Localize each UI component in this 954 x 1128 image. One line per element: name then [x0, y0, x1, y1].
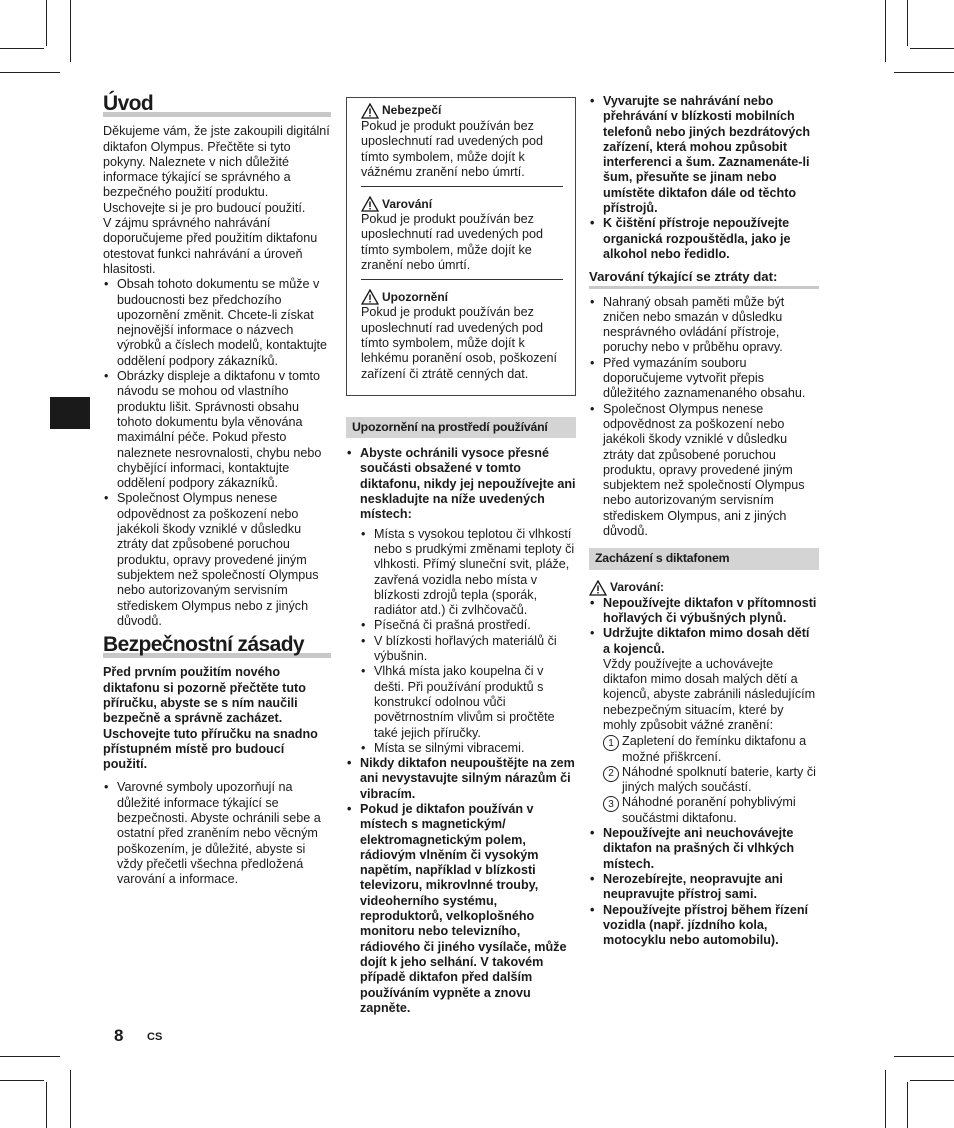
list-item: • Nikdy diktafon neupouštějte na zem ani nevystavujte silným nárazům či vibracím.: [346, 756, 576, 802]
section-side-tab: [50, 397, 90, 429]
list-item-detail: Vždy používejte a uchovávejte diktafon mimo dosah malých dětí a kojenců, abyste zabránili následujícím nebezpečným situacím, které by mohly způsobit vážné zranění:: [603, 656, 816, 732]
warning-triangle-icon: [361, 103, 379, 119]
crop-mark: [70, 0, 71, 62]
warning-symbols-box: [346, 97, 576, 396]
list-item: • Obsah tohoto dokumentu se může v budoucnosti bez předchozího upozornění změnit. Chcete-li získat nejnovější informace o názvech výrobků a číslech modelů, kontaktujte oddělení podpory zákazníků.: [103, 277, 331, 369]
list-item: • K čištění přístroje nepoužívejte organická rozpouštědla, jako je alkohol nebo ředidlo.: [589, 216, 819, 262]
intro-paragraph: Děkujeme vám, že jste zakoupili digitální diktafon Olympus. Přečtěte si tyto pokyny. Naleznete v nich důležité informace týkající se správného a bezpečného použití produktu. Uschovejte si je pro budoucí použití.: [103, 124, 330, 215]
crop-mark: [70, 1070, 71, 1128]
list-item: • Nepoužívejte diktafon v přítomnosti hořlavých či výbušných plynů.: [589, 596, 819, 627]
crop-mark: [0, 1080, 44, 1081]
list-item: • Varovné symboly upozorňují na důležité informace týkající se bezpečnosti. Abyste ochránili sebe a ostatní před zraněním nebo věcným poškozením, je důležité, abyste si vždy přečetli všechna předložená varování a informace.: [103, 780, 331, 887]
warning-notice: [361, 279, 563, 387]
handling-warning: [589, 580, 819, 596]
numbered-list: [603, 734, 819, 826]
list-item: • Společnost Olympus nenese odpovědnost za poškození nebo jakékoli škody vzniklé v důsledku ztráty dat způsobené poruchou produktu, opravy provedené jiným subjektem než společností Olympus nebo autorizovaným servisním střediskem Olympus nebo z jiných důvodů.: [103, 491, 331, 629]
env-bullet-list: [346, 446, 576, 1016]
crop-mark: [885, 1070, 886, 1128]
crop-mark: [46, 0, 47, 46]
list-item: • Nerozebírejte, neopravujte ani neupravujte přístroj sami.: [589, 872, 819, 903]
list-item-text: Udržujte diktafon mimo dosah dětí a kojenců.: [603, 626, 810, 656]
page-number: 8: [114, 1026, 124, 1045]
circled-number: 2: [603, 766, 619, 782]
list-item: • Pokud je diktafon používán v místech s magnetickým/ elektromagnetickým polem, rádiovým vlněním či vysokým napětím, například v blízkosti televizoru, mikrovlnné trouby, videoherního systému, reproduktorů, velkoplošného monitoru nebo televizního, rádiového či jiného vysílače, může dojít k jeho selhání. V takovém případě diktafon před dalším používáním vypněte a znovu zapněte.: [346, 802, 576, 1016]
crop-mark: [894, 1056, 954, 1057]
list-item: [603, 734, 819, 765]
warning-label: Varování:: [610, 579, 665, 594]
list-item: • Písečná či prašná prostředí.: [360, 618, 576, 633]
crop-mark: [910, 48, 954, 49]
list-item: [589, 626, 819, 826]
crop-mark: [907, 0, 908, 46]
crop-mark: [894, 72, 954, 73]
list-item-text: Abyste ochránili vysoce přesné součásti obsažené v tomto diktafonu, nikdy jej nepoužívejte ani neskladujte na níže uvedených místech:: [360, 446, 576, 522]
safety-intro: Před prvním použitím nového diktafonu si pozorně přečtěte tuto příručku, abyste se s ním naučili bezpečně a správně zacházet. Uschovejte tuto příručku na snadno přístupném místě pro budoucí použití.: [103, 665, 318, 772]
list-item: • V blízkosti hořlavých materiálů či výbušnin.: [360, 634, 576, 665]
list-item: • Vyvarujte se nahrávání nebo přehrávání v blízkosti mobilních telefonů nebo jiných bezdrátových zařízení, která mohou způsobit interferenci a šum. Zaznamenáte-li šum, přesuňte se jinam nebo umístěte diktafon dále od těchto přístrojů.: [589, 94, 819, 216]
handling-bullet-list: [589, 596, 819, 949]
list-item-text: Zapletení do řemínku diktafonu a možné přiškrcení.: [622, 734, 807, 764]
language-code: CS: [147, 1031, 163, 1043]
warning-label: Upozornění: [382, 289, 448, 304]
column-right: [589, 94, 819, 948]
list-item: • Místa s vysokou teplotou či vlhkostí nebo s prudkými změnami teploty či vlhkosti. Přímý sluneční svit, pláže, zavřená vozidla nebo místa v blízkosti zdrojů tepla (sporák, radiátor atd.) či zvlhčovačů.: [360, 527, 576, 619]
section-title-intro: Úvod: [103, 94, 331, 117]
warning-text: Pokud je produkt používán bez uposlechnutí rad uvedených pod tímto symbolem, může dojít ke zranění nebo úmrtí.: [361, 212, 544, 273]
crop-mark: [885, 0, 886, 62]
section-title-safety: Bezpečnostní zásady: [103, 635, 331, 658]
warning-text: Pokud je produkt používán bez uposlechnutí rad uvedených pod tímto symbolem, může dojít k lehkému poranění osob, poškození zařízení či ztrátě cenných dat.: [361, 305, 558, 381]
safety-bullet-list: [103, 780, 331, 887]
data-loss-bullet-list: [589, 295, 819, 540]
crop-mark: [907, 1082, 908, 1128]
crop-mark: [0, 72, 60, 73]
column-middle: [346, 97, 576, 1016]
intro-paragraph-2: V zájmu správného nahrávání doporučujeme před použitím diktafonu otestovat funkci nahrávání a úroveň hlasitosti.: [103, 216, 318, 276]
crop-mark: [46, 1082, 47, 1128]
list-item: • Nahraný obsah paměti může být zničen nebo smazán v důsledku nesprávného ovládání přístroje, poruchy nebo v průběhu opravy.: [589, 295, 819, 356]
warning-danger: [361, 103, 563, 186]
list-item: [603, 795, 819, 826]
warning-caution: [361, 186, 563, 279]
list-item-text: Náhodné spolknutí baterie, karty či jiných malých součástí.: [622, 764, 816, 795]
list-item: • Společnost Olympus nenese odpovědnost za poškození nebo jakékoli škody vzniklé v důsledku ztráty dat způsobené poruchou produktu, opravy provedené jiným subjektem než společností Olympus nebo autorizovaným servisním střediskem Olympus, ani z jiných důvodů.: [589, 402, 819, 540]
list-item: • Obrázky displeje a diktafonu v tomto návodu se mohou od vlastního produktu lišit. Správnosti obsahu tohoto dokumentu byla věnována maximální péče. Pokud přesto naleznete nesrovnalosti, chybu nebo chybějící informaci, kontaktujte oddělení podpory zákazníků.: [103, 369, 331, 491]
list-item: • Před vymazáním souboru doporučujeme vytvořit přepis důležitého zaznamenaného obsahu.: [589, 356, 819, 402]
crop-mark: [910, 1080, 954, 1081]
circled-number: 3: [603, 796, 619, 812]
interference-bullet-list: [589, 94, 819, 262]
env-sub-list: [360, 527, 576, 756]
list-item: • Nepoužívejte ani neuchovávejte diktafon na prašných či vlhkých místech.: [589, 826, 819, 872]
data-loss-heading: Varování týkající se ztráty dat:: [589, 269, 819, 288]
list-item: • Vlhká místa jako koupelna či v dešti. Při používání produktů s konstrukcí odolnou vůči povětrnostním vlivům si pročtěte také jejich příručky.: [360, 664, 576, 740]
warning-triangle-icon: [589, 580, 607, 596]
warning-label: Nebezpečí: [382, 103, 442, 118]
crop-mark: [0, 48, 44, 49]
intro-bullet-list: [103, 277, 331, 629]
column-left: [103, 94, 331, 888]
crop-mark: [0, 1056, 60, 1057]
circled-number: 1: [603, 735, 619, 751]
list-item: [603, 765, 819, 796]
list-item: • Nepoužívejte přístroj během řízení vozidla (např. jízdního kola, motocyklu nebo automobilu).: [589, 903, 819, 949]
list-item: [346, 446, 576, 756]
list-item: • Místa se silnými vibracemi.: [360, 741, 576, 756]
env-heading: Upozornění na prostředí používání: [346, 417, 576, 438]
warning-text: Pokud je produkt používán bez uposlechnutí rad uvedených pod tímto symbolem, může dojít k vážnému zranění nebo úmrtí.: [361, 119, 544, 179]
list-item-text: Náhodné poranění pohyblivými součástmi diktafonu.: [622, 795, 796, 825]
handling-heading: Zacházení s diktafonem: [589, 548, 819, 569]
warning-label: Varování: [382, 196, 433, 211]
warning-triangle-icon: [361, 289, 379, 305]
warning-triangle-icon: [361, 196, 379, 212]
